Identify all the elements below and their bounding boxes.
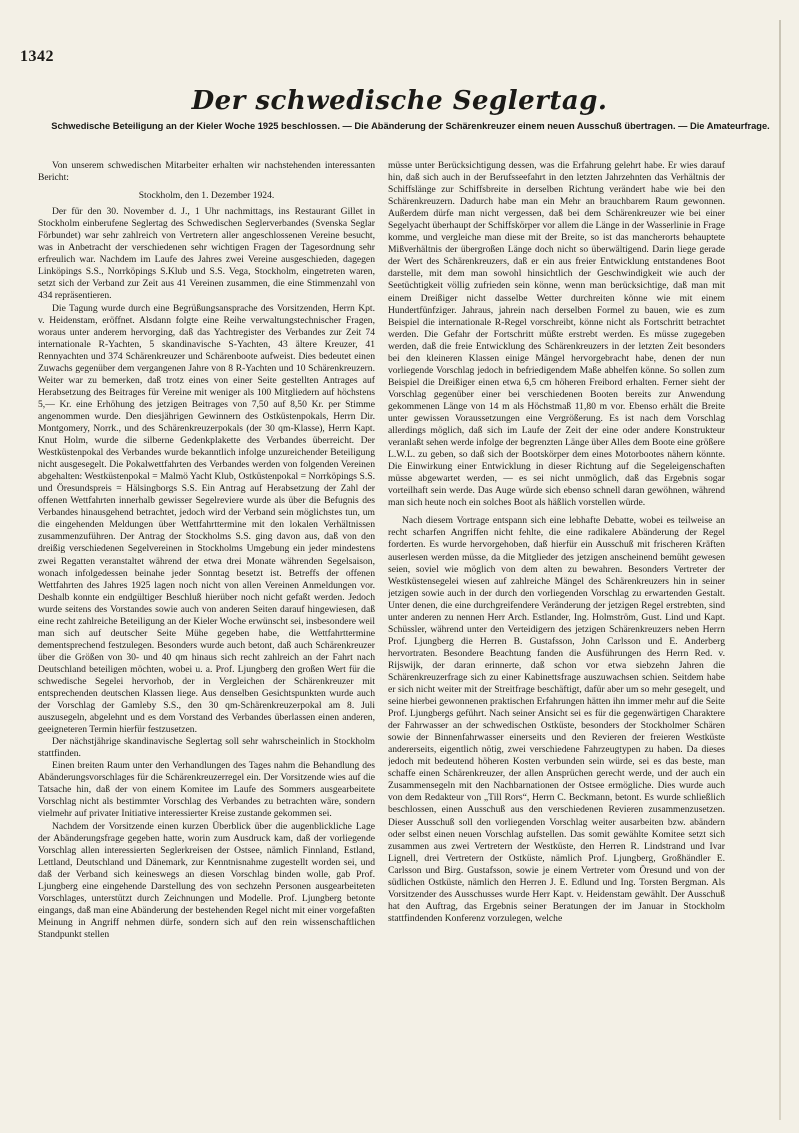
body-paragraph: Der für den 30. November d. J., 1 Uhr nachmittags, ins Restaurant Gillet in Stockholm einberufene Seglertag des Schwedischen Seglerverbandes (Svenska Seglar Förbundet) war sehr zahlreich von Vertretern aller angeschlossenen Vereine besucht, was in Anbetracht der verschiedenen sehr wichtigen Fragen der Tagesordnung sehr erfreulich war. Nachdem im Laufe des Jahres zwei Vereine ausgeschieden, dagegen Linköpings S.S., Norrköpings S.Klub und S.S. Vega, Stockholm, eingetreten waren, setzt sich der Verband zur Zeit aus 41 Vereinen zusammen, die eine Stimmenzahl von 434 repräsentieren. [38,206,375,302]
body-paragraph: Einen breiten Raum unter den Verhandlungen des Tages nahm die Behandlung des Abänderungsvorschlages für die Schärenkreuzerregel ein. Der Vorsitzende wies auf die Tatsache hin, daß der von einem Komitee im Laufe des Sommers ausgearbeitete Vorschlag nicht als bestimmter Vorschlag des Verbandes zu betrachten wäre, sondern vielmehr auf privater Initiative interessierter Kreise zustande gekommen sei. [38,760,375,820]
article-title: Der schwedische Seglertag. [191,86,608,116]
dateline: Stockholm, den 1. Dezember 1924. [138,190,275,202]
right-column [388,160,725,1100]
body-paragraph: Die Tagung wurde durch eine Begrüßungsansprache des Vorsitzenden, Herrn Kpt. v. Heidenstam, eröffnet. Alsdann folgte eine Reihe verwaltungstechnischer Fragen, woraus unter anderem hervorging, daß das Yachtregister des Verbandes zur Zeit 74 internationale R-Yachten, 5 skandinavische S-Yachten, 43 ältere Kreuzer, 41 Rennyachten und 374 Schärenkreuzer und Schärenboote aufweist. Dies bedeutet einen Zuwachs gegenüber dem vergangenen Jahre von 8 R-Yachten und 10 Schärenkreuzern. Weiter war zu bemerken, daß trotz eines von einer Seite gestellten Antrages auf Herabsetzung des Beitrages für Vereine mit weniger als 100 Mitgliedern auf höchstens 5,— Kr. eine Erhöhung des jetzigen Beitrages von 7,50 auf 8,50 Kr. per Stimme angenommen wurde. Den diesjährigen Gewinnern des Ostküstenpokals, Herrn Dir. Montgomery, Norrk., und des Schärenkreuzerpokals (der 30 qm-Klasse), Herrn Kapt. Knut Holm, wurde die silberne Gedenkplakette des Verbandes überreicht. Der Westküstenpokal des Verbandes wurde bekanntlich infolge unzureichender Beteiligung nicht ausgesegelt. Die Pokalwettfahrten des Verbandes werden von folgenden Vereinen abgehalten: Westküstenpokal = Malmö Yacht Klub, Ostküstenpokal = Norrköpings S.S. und Öresundspreis = Hälsingborgs S.S. Ein Antrag auf Herabsetzung der Zahl der offenen Wettfahrten innerhalb gewisser Segelreviere wurde als über die Befugnis des Verbandes hinausgehend betrachtet, jedoch wird der Verband sein möglichstes tun, um die eingehenden Meldungen über Wettfahrttermine mit den lokalen Verhältnissen zusammenzuführen. Der Antrag der Stockholms S.S. ging davon aus, daß von den dreißig verschiedenen Segelvereinen in Stockholms Umgebung ein jeder mindestens zwei Regatten veranstaltet während der etwa drei Monate währenden Segelsaison, wonach infolgedessen beinahe jeder Sonntag besetzt ist. Betreffs der offenen Wettfahrten des Jahres 1925 lagen noch nicht von allen Vereinen Anmeldungen vor. Deshalb konnte ein endgültiger Beschluß hierüber noch nicht gefaßt werden. Jedoch wurde seitens des Vorstandes sowie auch von anderen Seiten darauf hingewiesen, daß eine recht zahlreiche Beteiligung an der Kieler Woche erwünscht sei, insbesondere weil man sich auf deutscher Seite Mühe gegeben habe, die Wettfahrttermine dementsprechend festzulegen. Besonders wurde auch betont, daß auch Schärenkreuzer über die Größen von 30- und 40 qm hinaus sich recht zahlreich an der Fahrt nach Deutschland beteiligen möchten, wobei u. a. Prof. Ljungberg den großen Wert für die schwedische Segelei hervorhob, der in Vergleichen der Schärenkreuzer mit entsprechenden deutschen Klassen liege. Aus denselben Gesichtspunkten wurde auch der Vorschlag der Gamleby S.S., den 30 qm-Schärenkreuzerpokal am 8. Juli auszusegeln, abgelehnt und es dem Vorstand des Verbandes überlassen einen anderen, geeigneteren Termin hierfür festzusetzen. [38,302,375,736]
article-subtitle: Schwedische Beteiligung an der Kieler Woche 1925 beschlossen. — Die Abänderung der Schärenkreuzer einem neuen Ausschuß übertragen. — Die Amateurfrage. [51,121,770,131]
body-paragraph: Nachdem der Vorsitzende einen kurzen Überblick über die augenblickliche Lage der Abänderungsfrage gegeben hatte, worin zum Ausdruck kam, daß der vorliegende Vorschlag allen interessierten Seglerkreisen der Ostsee, nämlich Finnland, Estland, Lettland, Deutschland und Dänemark, zur Kenntnisnahme zugestellt worden sei, und daß der Verband sich keineswegs an diesen Vorschlag binden wolle, gab Prof. Ljungberg eine eingehende Darstellung des von sechzehn Personen ausgearbeiteten Vorschlages, unterstützt durch Zeichnungen und Modelle. Prof. Ljungberg betonte eingangs, daß man eine Abänderung der bestehenden Regel nicht mit einer vorgefaßten Meinung in Angriff nehmen dürfe, sondern sich auf den rein wissenschaftlichen Standpunkt stellen [38,820,375,940]
body-paragraph: müsse unter Berücksichtigung dessen, was die Erfahrung gelehrt habe. Er wies darauf hin, daß sich auch in der Berufsseefahrt in den letzten Jahrzehnten das Verhältnis der Schiffslänge zur Schiffsbreite in derselben Richtung verändert habe wie bei den Schärenkreuzern. Dadurch habe man ein Mehr an brauchbarem Raum gewonnen. Außerdem dürfe man nicht vergessen, daß bei dem Schärenkreuzer wie bei einer Segelyacht überhaupt der Schiffskörper vor allem die Länge in der Wasserlinie in Frage komme, und vergleiche man diese mit der Breite, so ist das mancherorts behauptete Mißverhältnis der übergroßen Länge doch nicht so überwältigend. Darin liege gerade der Wert des Schärenkreuzers, daß er ein aus freier Entwicklung entstandenes Boot darstelle, mit dem man sowohl hinsichtlich der Geschwindigkeit wie auch der Seetüchtigkeit völlig zufrieden sein könne, wenn man berücksichtige, daß man mit einem Dreißiger nicht dasselbe Wetter durchreiten könne wie mit einem Hundertfünfziger. Jahraus, jahrein nach derselben Formel zu bauen, wie es zum Beispiel die internationale R-Regel vorschreibt, könne nicht als Fortschritt betrachtet werden. Die Gefahr der Fortschritt müßte erstrebt werden. Es müsse zugegeben werden, daß die freie Entwicklung des Schärenkreuzers in der letzten Zeit besonders bei den kleineren Klassen einige Mängel hervorgebracht habe, denen der nun vorliegende Vorschlag jedoch in befriedigendem Maße abhelfen könne. So sollen zum Beispiel die Dreißiger einen etwa 6,5 cm höheren Freibord erhalten. Ferner sieht der Vorschlag gegenüber einer bei verschiedenen Booten bereits zur Anwendung gekommenen Länge von 14 m als Höchstmaß 11,80 m vor. Ebenso erhält die Breite unter gewissen Voraussetzungen eine Vergrößerung. Es ist nach dem Vorschlag allerdings möglich, daß sich im Laufe der Zeit der eine oder andere Konstrukteur veranlaßt sehen werde infolge der begrenzten Länge über Alles dem Boote eine größere L.W.L. zu geben, so daß sich der Bootskörper dem eines Motorbootes nähern könnte. Die Einwirkung einer Entwicklung in dieser Richtung auf die Segeleigenschaften müsse abgewartet werden, — es sei nicht unmöglich, daß das Ergebnis sogar vorteilhaft sein werde. Das Auge würde sich ebenso schnell daran gewöhnen, während man sich heute noch ein solches Boot als häßlich vorstellen würde. [388,160,725,509]
body-paragraph: Der nächstjährige skandinavische Seglertag soll sehr wahrscheinlich in Stockholm stattfinden. [38,736,375,760]
page-edge-shadow [779,20,781,1120]
intro-paragraph: Von unserem schwedischen Mitarbeiter erhalten wir nachstehenden interessanten Bericht: [38,160,375,184]
left-column [38,160,375,1100]
body-paragraph: Nach diesem Vortrage entspann sich eine lebhafte Debatte, wobei es teilweise an recht scharfen Angriffen nicht fehlte, die eine radikalere Abänderung der Regel forderten. Es wurde hervorgehoben, daß hierfür ein Ausschuß mit frischeren Kräften auserlesen werden müsse, da die Mitglieder des jetzigen anscheinend bemüht gewesen seien, soviel wie möglich von dem alten zu bewahren. Besonders Vertreter der Westküstensegelei wiesen auf zahlreiche Mängel des Schärenkreuzers hin in seiner jetzigen sowie auch in der durch den vorliegenden Vorschlag zu erwartenden Gestalt. Unter denen, die eine durchgreifendere Veränderung der jetzigen Regel erstrebten, sind unter anderen zu nennen Herr Arch. Estlander, Ing. Holmström, Gust. Lind und Kapt. Schüssler, während unter den Verteidigern des jetzigen Schärenkreuzers neben Herrn Prof. Ljungberg die Herren B. Gustafsson, John Carlsson und E. Anderberg hervortraten. Besondere Beachtung fanden die Ausführungen des Herrn Red. v. Rijswijk, der daran erinnerte, daß schon vor etwa siebzehn Jahren die Schärenkreuzerfrage sich zu einer Kabinettsfrage auszuwachsen schien. Seitdem habe er sich nicht weiter mit der Streitfrage beschäftigt, dafür aber um so mehr gesegelt, und seine hierbei gewonnenen praktischen Erfahrungen hätten ihn immer mehr auf die Seite Prof. Ljungbergs geführt. Nach seiner Ansicht sei es für die gegenwärtigen Charaktere der Fahrwasser an der schwedischen Ostküste, besonders der Stockholmer Schären sowie der Binnenfahrwasser einerseits und den Revieren der freieren Westküste andererseits, eigentlich nötig, zwei verschiedene Fahrzeugtypen zu haben. Da dieses jedoch mit bedeutend höheren Kosten verbunden sein würde, sei es das beste, man schaffe einen Schärenkreuzer, der allen Ansprüchen gerecht werde, und der auch ein Zusammensegeln mit den Nachbarnationen der Ostsee ermögliche. Dies wurde auch von dem Redakteur von „Till Rors“, Herrn C. Beckmann, betont. Es wurde schließlich beschlossen, einen Ausschuß aus den verschiedenen Revieren zusammenzusetzen. Dieser Ausschuß soll den vorliegenden Vorschlag weiter ausarbeiten bzw. abändern oder selbst einen neuen Vorschlag aufstellen. Das somit gewählte Komitee setzt sich zusammen aus zwei Vertretern der Westküste, den Herren R. Lindstrand und Ivar Lignell, drei Vertretern der Ostküste, nämlich Prof. Ljungberg, Großhändler E. Carlsson und Birg. Gustafsson, sowie je einem Vertreter vom Öresund und von der südlichen Ostküste, nämlich den Herren J. E. Edlund und Ing. Torsten Bergman. Als Vorsitzender des Ausschusses wurde Herr Kapt. v. Heidenstam gewählt. Der Ausschuß hat den Auftrag, das Ergebnis seiner Beratungen der im Januar in Stockholm stattfindenden Konferenz vorzulegen, welche [388,515,725,924]
page-number: 1342 [20,48,54,65]
